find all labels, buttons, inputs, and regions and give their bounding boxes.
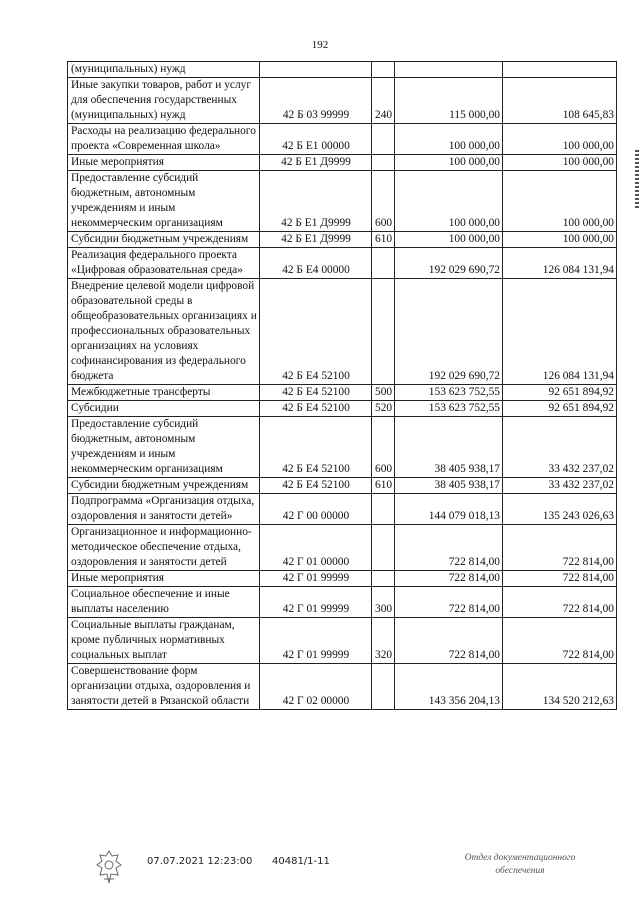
cell-target-code: 42 Б Е4 52100 [260,385,372,401]
cell-actual-amount: 100 000,00 [503,124,617,155]
scan-edge-mark [635,150,639,210]
cell-target-code: 42 Г 01 99999 [260,571,372,587]
cell-target-code: 42 Б Е1 Д9999 [260,232,372,248]
budget-table [67,61,617,710]
cell-name: Предоставление субсидий бюджетным, автономным учреждениям и иным некоммерческим организациям [68,417,260,478]
cell-expense-type [372,494,395,525]
cell-planned-amount [395,62,503,78]
footer [0,848,640,898]
cell-planned-amount: 143 356 204,13 [395,664,503,710]
cell-planned-amount: 192 029 690,72 [395,279,503,385]
cell-expense-type: 300 [372,587,395,618]
cell-expense-type: 520 [372,401,395,417]
cell-target-code: 42 Б Е1 00000 [260,124,372,155]
budget-table-body [68,62,617,710]
table-row [68,155,617,171]
table-row [68,587,617,618]
coat-of-arms-icon [96,850,122,884]
cell-name: Организационное и информационно-методическое обеспечение отдыха, оздоровления и занятости детей [68,525,260,571]
table-row [68,525,617,571]
footer-stamp-line1: Отдел документационного [464,853,576,863]
cell-actual-amount: 100 000,00 [503,171,617,232]
cell-expense-type: 610 [372,232,395,248]
footer-doc-number: 40481/1-11 [272,856,330,867]
cell-target-code: 42 Г 01 99999 [260,587,372,618]
cell-target-code [260,62,372,78]
cell-actual-amount: 108 645,83 [503,78,617,124]
cell-expense-type: 500 [372,385,395,401]
cell-expense-type [372,664,395,710]
cell-planned-amount: 100 000,00 [395,155,503,171]
table-row [68,232,617,248]
cell-expense-type [372,279,395,385]
table-row [68,248,617,279]
cell-name: Иные мероприятия [68,155,260,171]
cell-name: Иные закупки товаров, работ и услуг для обеспечения государственных (муниципальных) нужд [68,78,260,124]
cell-target-code: 42 Б Е1 Д9999 [260,155,372,171]
cell-target-code: 42 Б Е4 52100 [260,279,372,385]
cell-name: Межбюджетные трансферты [68,385,260,401]
cell-actual-amount: 92 651 894,92 [503,385,617,401]
footer-stamp [440,852,600,878]
cell-expense-type: 320 [372,618,395,664]
cell-name: Подпрограмма «Организация отдыха, оздоровления и занятости детей» [68,494,260,525]
cell-planned-amount: 115 000,00 [395,78,503,124]
cell-actual-amount: 722 814,00 [503,618,617,664]
table-row [68,571,617,587]
footer-date: 07.07.2021 12:23:00 [147,856,253,867]
cell-actual-amount: 134 520 212,63 [503,664,617,710]
table-row [68,62,617,78]
cell-actual-amount: 722 814,00 [503,525,617,571]
cell-name: Реализация федерального проекта «Цифровая образовательная среда» [68,248,260,279]
cell-expense-type: 600 [372,171,395,232]
cell-actual-amount: 92 651 894,92 [503,401,617,417]
cell-planned-amount: 192 029 690,72 [395,248,503,279]
cell-target-code: 42 Б Е4 52100 [260,401,372,417]
cell-target-code: 42 Б Е4 52100 [260,417,372,478]
cell-expense-type [372,124,395,155]
cell-name: Иные мероприятия [68,571,260,587]
cell-expense-type [372,571,395,587]
footer-stamp-line2: обеспечения [495,866,545,876]
cell-planned-amount: 153 623 752,55 [395,401,503,417]
cell-name: Субсидии [68,401,260,417]
cell-target-code: 42 Б Е4 52100 [260,478,372,494]
cell-actual-amount: 126 084 131,94 [503,248,617,279]
cell-target-code: 42 Б Е1 Д9999 [260,171,372,232]
cell-planned-amount: 722 814,00 [395,571,503,587]
table-row [68,618,617,664]
page-number: 192 [311,39,329,51]
cell-planned-amount: 153 623 752,55 [395,385,503,401]
table-row [68,401,617,417]
table-row [68,124,617,155]
cell-planned-amount: 38 405 938,17 [395,417,503,478]
cell-expense-type [372,248,395,279]
cell-planned-amount: 722 814,00 [395,525,503,571]
cell-actual-amount: 33 432 237,02 [503,417,617,478]
cell-name: Расходы на реализацию федерального проекта «Современная школа» [68,124,260,155]
cell-target-code: 42 Г 02 00000 [260,664,372,710]
cell-actual-amount: 100 000,00 [503,155,617,171]
cell-actual-amount: 135 243 026,63 [503,494,617,525]
cell-actual-amount: 126 084 131,94 [503,279,617,385]
cell-name: Совершенствование форм организации отдыха, оздоровления и занятости детей в Рязанской области [68,664,260,710]
cell-actual-amount: 722 814,00 [503,587,617,618]
cell-planned-amount: 722 814,00 [395,587,503,618]
cell-planned-amount: 100 000,00 [395,171,503,232]
cell-target-code: 42 Г 01 99999 [260,618,372,664]
table-row [68,494,617,525]
cell-planned-amount: 722 814,00 [395,618,503,664]
cell-name: (муниципальных) нужд [68,62,260,78]
table-row [68,171,617,232]
cell-target-code: 42 Г 01 00000 [260,525,372,571]
cell-planned-amount: 100 000,00 [395,232,503,248]
table-row [68,279,617,385]
cell-name: Предоставление субсидий бюджетным, автономным учреждениям и иным некоммерческим организациям [68,171,260,232]
table-row [68,478,617,494]
cell-actual-amount: 100 000,00 [503,232,617,248]
table-row [68,664,617,710]
cell-expense-type: 610 [372,478,395,494]
cell-actual-amount: 33 432 237,02 [503,478,617,494]
cell-expense-type: 240 [372,78,395,124]
cell-expense-type [372,155,395,171]
table-row [68,78,617,124]
cell-name: Социальные выплаты гражданам, кроме публичных нормативных социальных выплат [68,618,260,664]
cell-target-code: 42 Б Е4 00000 [260,248,372,279]
cell-actual-amount [503,62,617,78]
cell-planned-amount: 38 405 938,17 [395,478,503,494]
cell-planned-amount: 144 079 018,13 [395,494,503,525]
cell-planned-amount: 100 000,00 [395,124,503,155]
cell-target-code: 42 Б 03 99999 [260,78,372,124]
cell-name: Субсидии бюджетным учреждениям [68,232,260,248]
cell-name: Социальное обеспечение и иные выплаты населению [68,587,260,618]
cell-expense-type [372,525,395,571]
cell-actual-amount: 722 814,00 [503,571,617,587]
cell-name: Субсидии бюджетным учреждениям [68,478,260,494]
table-row [68,417,617,478]
cell-name: Внедрение целевой модели цифровой образовательной среды в общеобразовательных организациях и профессиональных образовательных организациях на условиях софинансирования из федерального бюджета [68,279,260,385]
cell-expense-type [372,62,395,78]
table-row [68,385,617,401]
cell-target-code: 42 Г 00 00000 [260,494,372,525]
cell-expense-type: 600 [372,417,395,478]
